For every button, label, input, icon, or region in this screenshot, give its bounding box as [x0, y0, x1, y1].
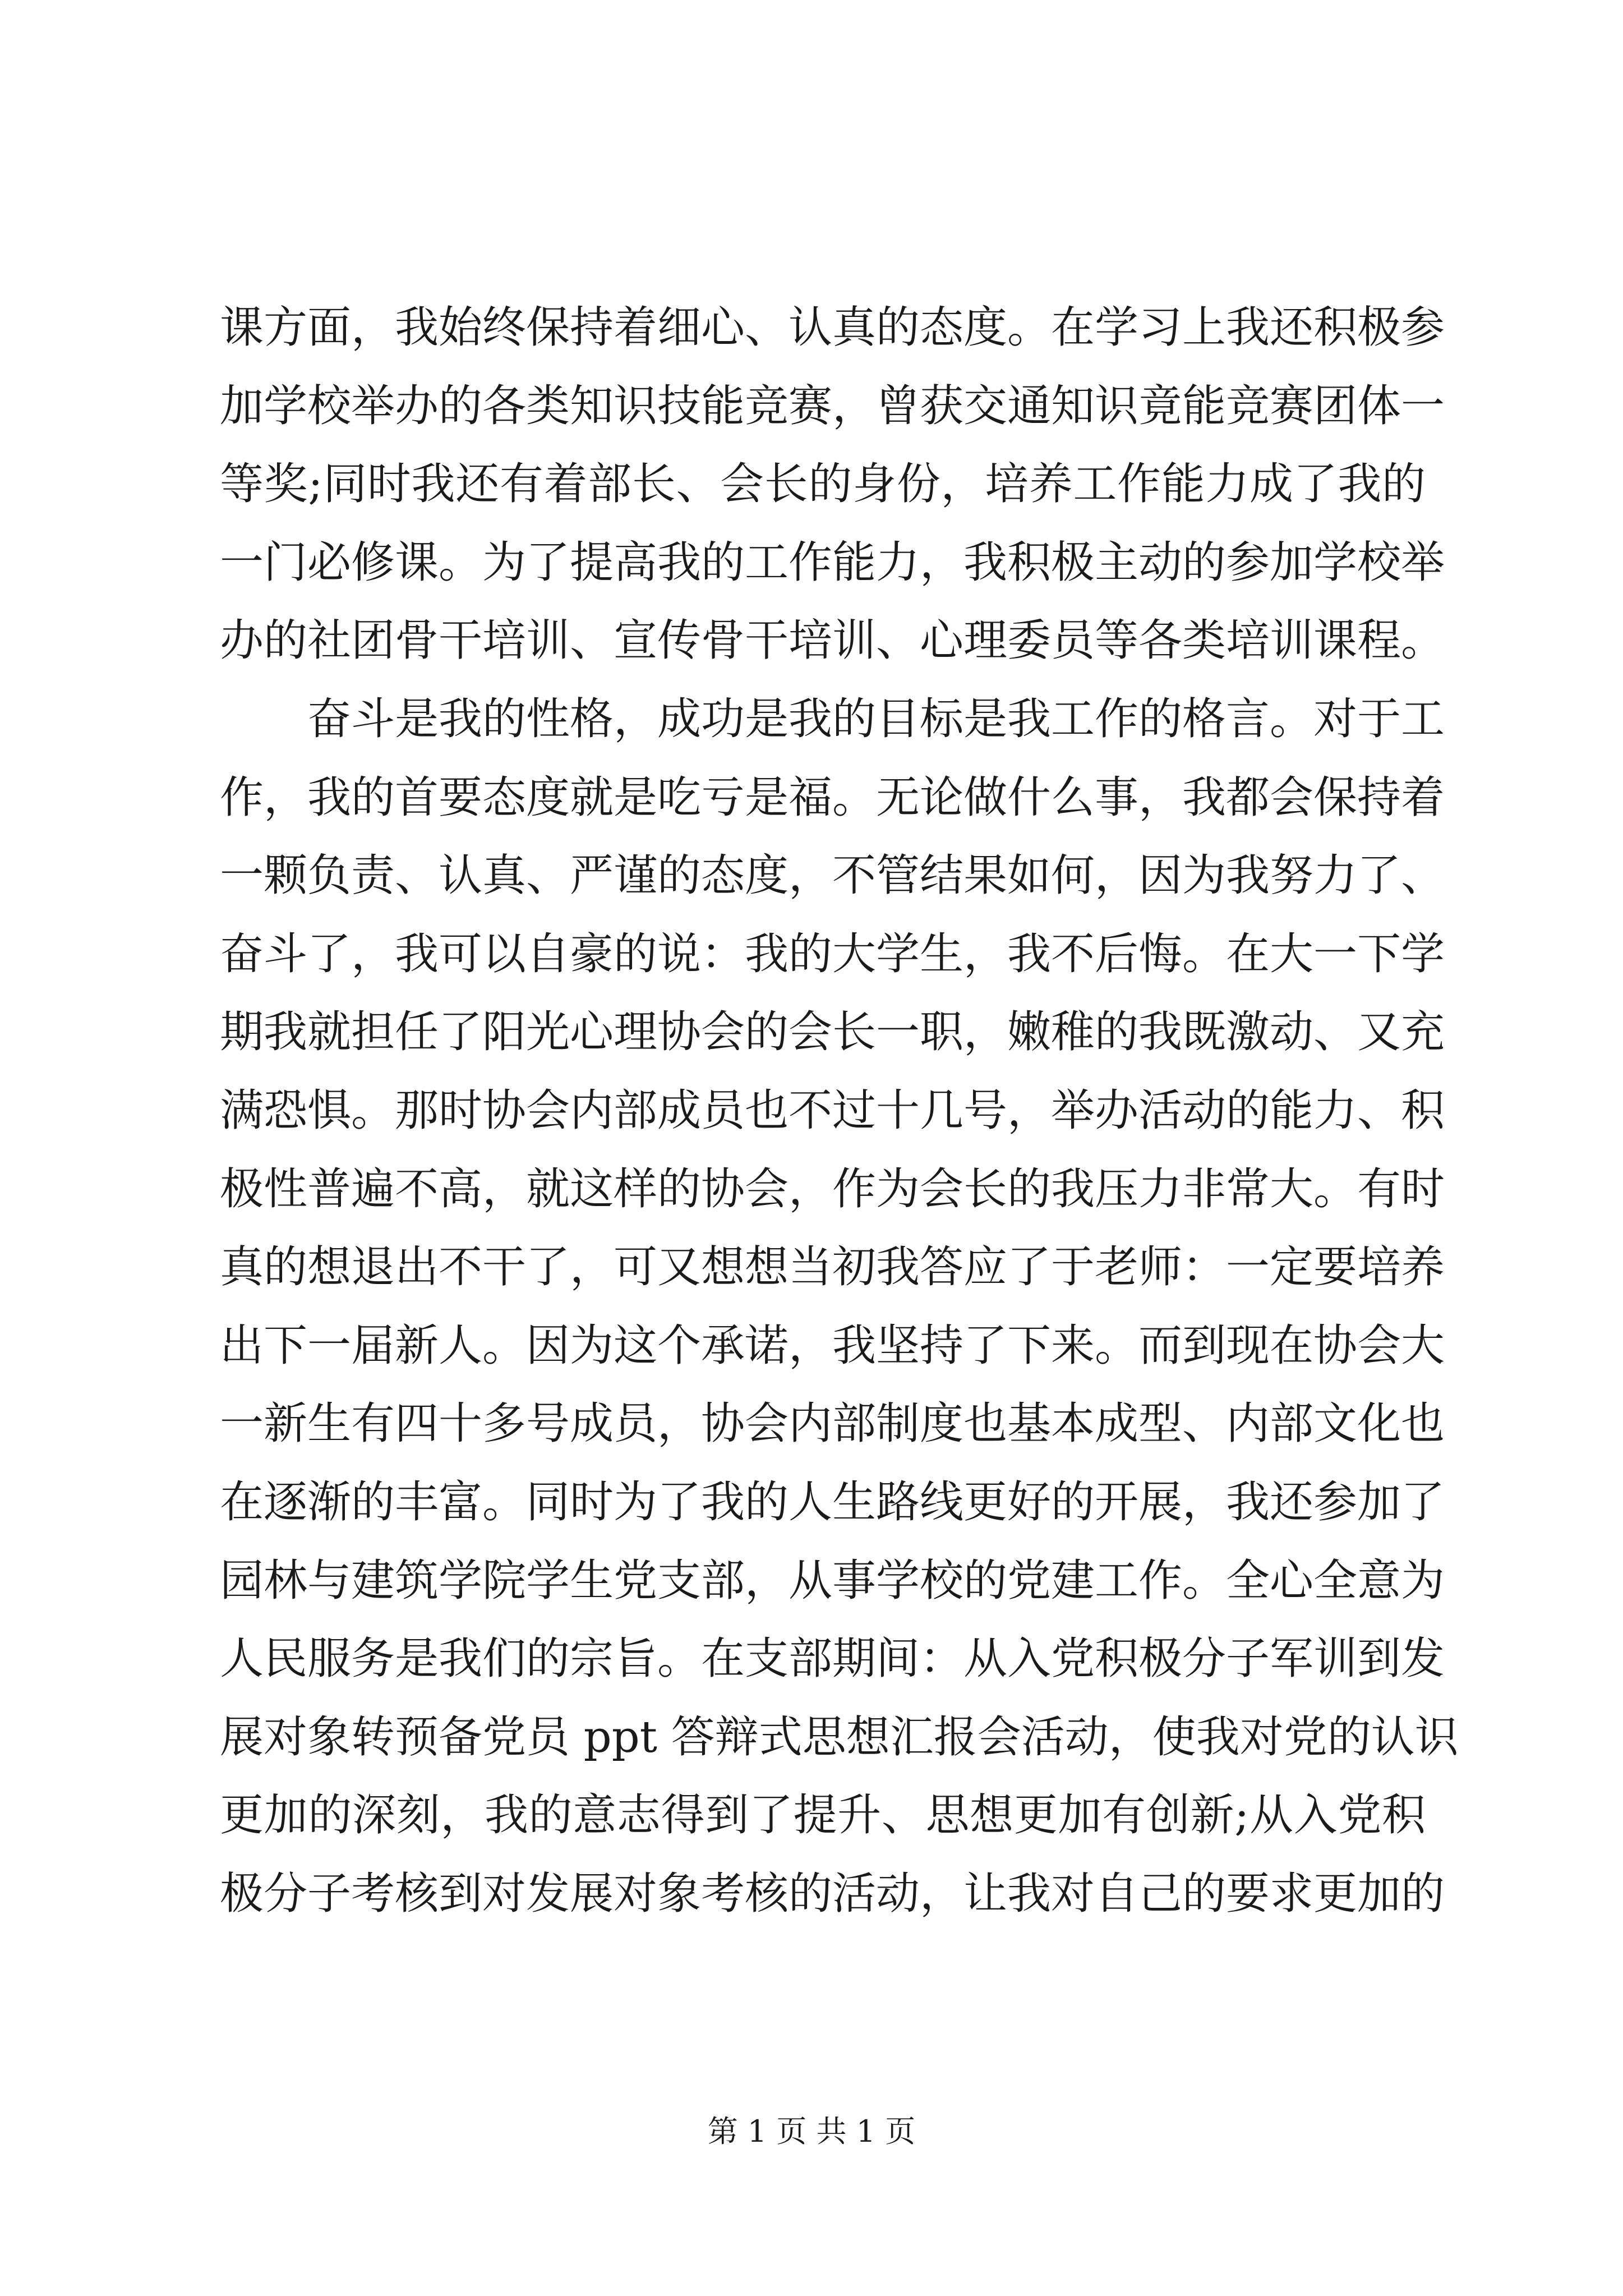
page-number-label: 第 1 页 共 1 页	[707, 2114, 916, 2149]
text-line: 极分子考核到对发展对象考核的活动，让我对自己的要求更加的	[220, 1868, 1445, 1919]
text-line: 真的想退出不干了，可又想想当初我答应了于老师：一定要培养	[220, 1242, 1445, 1293]
text-line: 一门必修课。为了提高我的工作能力，我积极主动的参加学校举	[220, 537, 1445, 588]
text-line: 展对象转预备党员 ppt 答辩式思想汇报会活动，使我对党的认识	[220, 1711, 1459, 1763]
text-line: 课方面，我始终保持着细心、认真的态度。在学习上我还积极参	[220, 302, 1445, 353]
paragraph-first-line: 奋斗是我的性格，成功是我的目标是我工作的格言。对于工	[307, 693, 1445, 744]
text-line: 一颗负责、认真、严谨的态度，不管结果如何，因为我努力了、	[220, 850, 1445, 901]
text-line: 奋斗了，我可以自豪的说：我的大学生，我不后悔。在大一下学	[220, 928, 1445, 979]
text-line: 人民服务是我们的宗旨。在支部期间：从入党积极分子军训到发	[220, 1634, 1445, 1685]
text-line: 满恐惧。那时协会内部成员也不过十几号，举办活动的能力、积	[220, 1085, 1445, 1136]
text-line: 极性普遍不高，就这样的协会，作为会长的我压力非常大。有时	[220, 1163, 1445, 1214]
page-footer	[0, 2109, 1623, 2154]
text-line: 在逐渐的丰富。同时为了我的人生路线更好的开展，我还参加了	[220, 1476, 1445, 1527]
text-line: 加学校举办的各类知识技能竞赛，曾获交通知识竟能竞赛团体一	[220, 380, 1445, 431]
text-line: 期我就担任了阳光心理协会的会长一职，嫩稚的我既激动、又充	[220, 1007, 1445, 1058]
text-line: 办的社团骨干培训、宣传骨干培训、心理委员等各类培训课程。	[220, 615, 1445, 666]
text-line: 一新生有四十多号成员，协会内部制度也基本成型、内部文化也	[220, 1398, 1445, 1450]
text-line: 等奖;同时我还有着部长、会长的身份，培养工作能力成了我的	[220, 459, 1426, 510]
text-line: 出下一届新人。因为这个承诺，我坚持了下来。而到现在协会大	[220, 1320, 1445, 1371]
document-body	[220, 289, 1459, 1933]
text-line: 更加的深刻，我的意志得到了提升、思想更加有创新;从入党积	[220, 1790, 1426, 1841]
text-line: 园林与建筑学院学生党支部，从事学校的党建工作。全心全意为	[220, 1555, 1445, 1606]
text-line: 作，我的首要态度就是吃亏是福。无论做什么事，我都会保持着	[220, 772, 1445, 823]
